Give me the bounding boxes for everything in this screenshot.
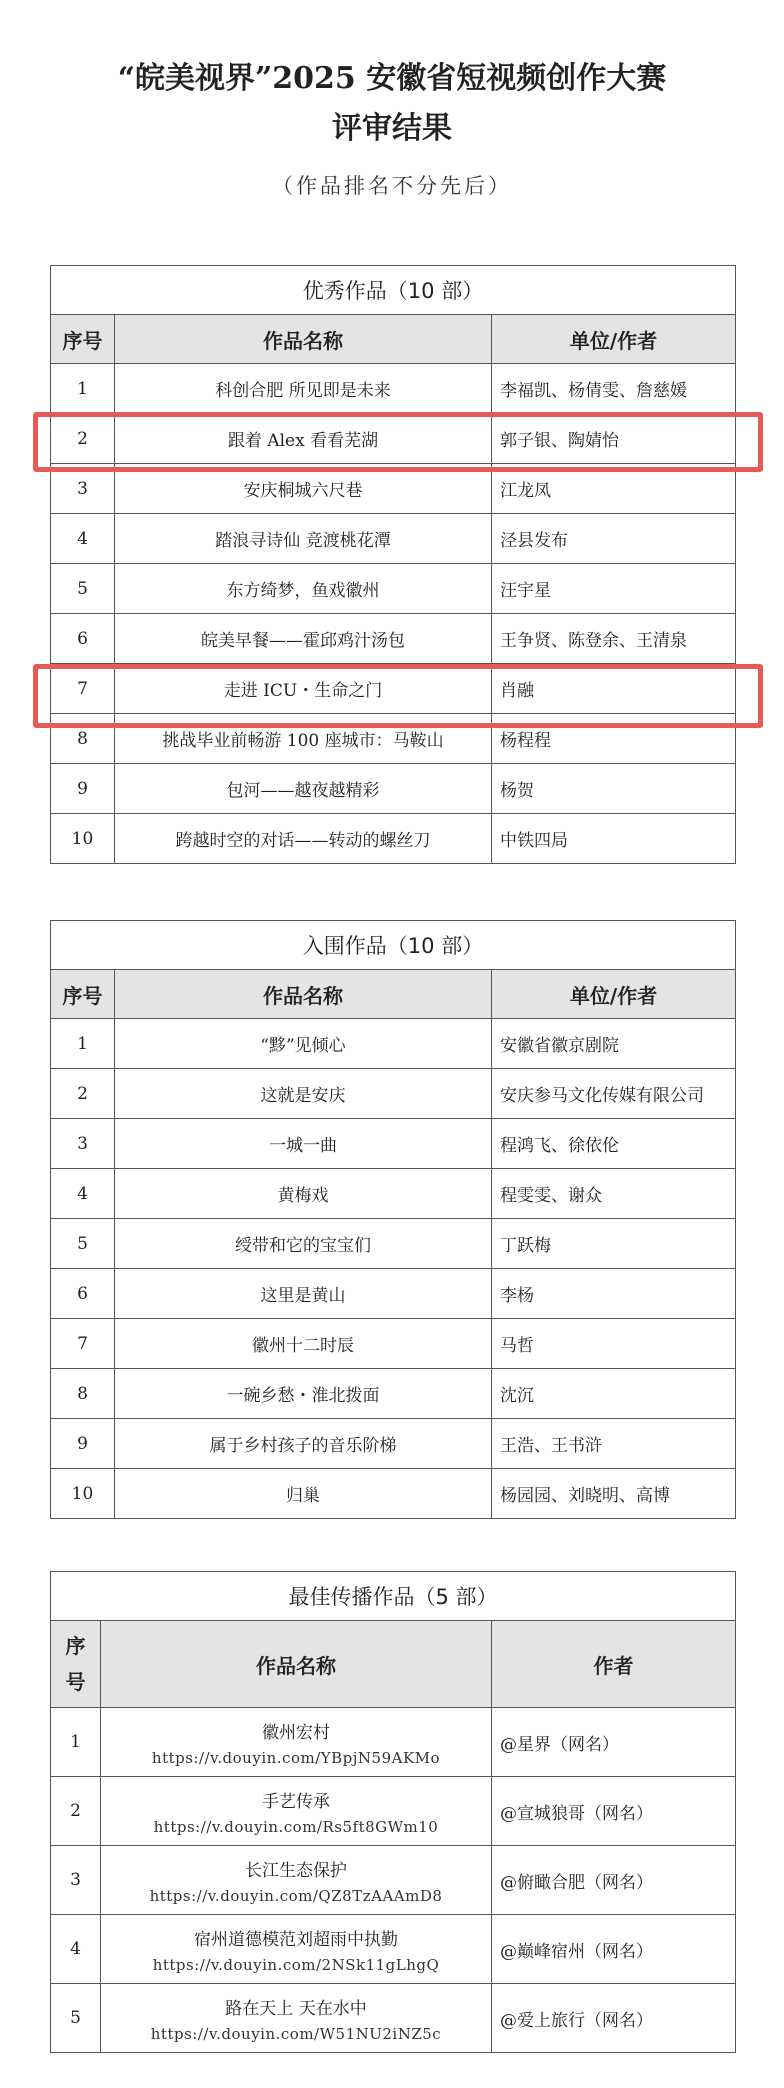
best-spread-works-table	[50, 1571, 736, 2053]
table-row	[51, 1019, 736, 1069]
work-cell	[101, 1708, 492, 1777]
row-index: 5	[51, 564, 115, 614]
work-title: 走进 ICU・生命之门	[115, 664, 492, 714]
work-author: @俯瞰合肥（网名）	[492, 1846, 736, 1915]
row-index: 3	[51, 1119, 115, 1169]
work-link: https://v.douyin.com/Rs5ft8GWm10	[153, 1817, 439, 1836]
row-index: 3	[51, 464, 115, 514]
work-cell	[101, 1915, 492, 1984]
page-title-line2: 评审结果	[332, 111, 452, 146]
work-author: 泾县发布	[492, 514, 736, 564]
table-row	[51, 514, 736, 564]
table-row	[51, 414, 736, 464]
row-index: 4	[51, 1169, 115, 1219]
row-index: 8	[51, 714, 115, 764]
table-row	[51, 664, 736, 714]
table-row	[51, 1269, 736, 1319]
work-author: 杨园园、刘晓明、高博	[492, 1469, 736, 1519]
work-title: 徽州宏村	[262, 1722, 330, 1743]
work-author: 郭子银、陶婧怡	[492, 414, 736, 464]
work-cell	[101, 1846, 492, 1915]
work-title: 科创合肥 所见即是未来	[115, 364, 492, 414]
row-index: 7	[51, 1319, 115, 1369]
work-author: @星界（网名）	[492, 1708, 736, 1777]
work-title: 包河——越夜越精彩	[115, 764, 492, 814]
table-body	[51, 1019, 736, 1519]
column-header-title: 作品名称	[101, 1621, 492, 1708]
row-index: 4	[51, 514, 115, 564]
row-index: 2	[51, 414, 115, 464]
work-author: 程雯雯、谢众	[492, 1169, 736, 1219]
work-cell	[101, 1777, 492, 1846]
column-header-title: 作品名称	[115, 315, 492, 364]
table-caption: 最佳传播作品（5 部）	[51, 1572, 736, 1621]
row-index: 9	[51, 764, 115, 814]
header-char: 序号	[65, 1634, 86, 1694]
table-row	[51, 1069, 736, 1119]
excellent-works-table	[50, 265, 736, 864]
table-row	[51, 564, 736, 614]
work-author: @巅峰宿州（网名）	[492, 1915, 736, 1984]
work-title: 这里是黄山	[115, 1269, 492, 1319]
row-index: 2	[51, 1777, 101, 1846]
table-row	[51, 714, 736, 764]
page-title: “皖美视界”2025 安徽省短视频创作大赛	[117, 61, 667, 96]
work-title: 归巢	[115, 1469, 492, 1519]
work-title: 跨越时空的对话——转动的螺丝刀	[115, 814, 492, 864]
work-author: 沈沉	[492, 1369, 736, 1419]
table-row	[51, 814, 736, 864]
work-title: 徽州十二时辰	[115, 1319, 492, 1369]
work-title: 挑战毕业前畅游 100 座城市：马鞍山	[115, 714, 492, 764]
work-author: 王争贤、陈登余、王清泉	[492, 614, 736, 664]
table-row	[51, 1708, 736, 1777]
work-author: 程鸿飞、徐依伦	[492, 1119, 736, 1169]
work-title: 跟着 Alex 看看芜湖	[115, 414, 492, 464]
work-title: 属于乡村孩子的音乐阶梯	[115, 1419, 492, 1469]
row-index: 1	[51, 364, 115, 414]
table-caption: 优秀作品（10 部）	[51, 266, 736, 315]
table-row	[51, 764, 736, 814]
work-author: @宣城狼哥（网名）	[492, 1777, 736, 1846]
work-title: “黟”见倾心	[115, 1019, 492, 1069]
work-title: 绶带和它的宝宝们	[115, 1219, 492, 1269]
work-link: https://v.douyin.com/2NSk11gLhgQ	[152, 1955, 440, 1974]
table-row	[51, 1419, 736, 1469]
table-row	[51, 1846, 736, 1915]
work-title: 东方绮梦，鱼戏徽州	[115, 564, 492, 614]
work-author: 安庆参马文化传媒有限公司	[492, 1069, 736, 1119]
row-index: 1	[51, 1708, 101, 1777]
work-title: 一城一曲	[115, 1119, 492, 1169]
work-author: @爱上旅行（网名）	[492, 1984, 736, 2053]
work-link: https://v.douyin.com/YBpjN59AKMo	[151, 1748, 441, 1767]
work-title: 这就是安庆	[115, 1069, 492, 1119]
work-author: 肖融	[492, 664, 736, 714]
work-link: https://v.douyin.com/QZ8TzAAAmD8	[149, 1886, 443, 1905]
work-title: 宿州道德模范刘超雨中执勤	[194, 1929, 398, 1950]
table-row	[51, 1984, 736, 2053]
work-author: 李福凯、杨倩雯、詹慈媛	[492, 364, 736, 414]
table-row	[51, 1469, 736, 1519]
table-row	[51, 1119, 736, 1169]
table-row	[51, 1777, 736, 1846]
work-title: 安庆桐城六尺巷	[115, 464, 492, 514]
row-index: 1	[51, 1019, 115, 1069]
row-index: 3	[51, 1846, 101, 1915]
work-title: 一碗乡愁・淮北拨面	[115, 1369, 492, 1419]
table-row	[51, 1169, 736, 1219]
column-header-index: 序号	[51, 970, 115, 1019]
work-author: 丁跃梅	[492, 1219, 736, 1269]
table-caption: 入围作品（10 部）	[51, 921, 736, 970]
page-subtitle: （作品排名不分先后）	[272, 174, 512, 198]
row-index: 9	[51, 1419, 115, 1469]
row-index: 7	[51, 664, 115, 714]
work-author: 汪宇星	[492, 564, 736, 614]
table-row	[51, 364, 736, 414]
row-index: 6	[51, 614, 115, 664]
row-index: 2	[51, 1069, 115, 1119]
work-title: 路在天上 天在水中	[225, 1998, 367, 2019]
work-cell	[101, 1984, 492, 2053]
work-link: https://v.douyin.com/W51NU2iNZ5c	[150, 2024, 442, 2043]
column-header-author: 单位/作者	[492, 970, 736, 1019]
work-author: 杨贺	[492, 764, 736, 814]
work-title: 皖美早餐——霍邱鸡汁汤包	[115, 614, 492, 664]
work-author: 江龙凤	[492, 464, 736, 514]
work-title: 踏浪寻诗仙 竞渡桃花潭	[115, 514, 492, 564]
work-author: 安徽省徽京剧院	[492, 1019, 736, 1069]
table-body	[51, 364, 736, 864]
table-body	[51, 1708, 736, 2053]
row-index: 10	[51, 1469, 115, 1519]
work-author: 李杨	[492, 1269, 736, 1319]
work-author: 王浩、王书浒	[492, 1419, 736, 1469]
table-row	[51, 614, 736, 664]
work-title: 长江生态保护	[245, 1860, 347, 1881]
column-header-index: 序号	[51, 315, 115, 364]
work-title: 手艺传承	[262, 1791, 330, 1812]
column-header-author: 单位/作者	[492, 315, 736, 364]
row-index: 5	[51, 1219, 115, 1269]
work-author: 中铁四局	[492, 814, 736, 864]
row-index: 5	[51, 1984, 101, 2053]
shortlisted-works-table	[50, 920, 736, 1519]
column-header-author: 作者	[492, 1621, 736, 1708]
table-row	[51, 1369, 736, 1419]
column-header-index	[51, 1621, 101, 1708]
table-row	[51, 464, 736, 514]
row-index: 6	[51, 1269, 115, 1319]
table-row	[51, 1915, 736, 1984]
table-row	[51, 1319, 736, 1369]
work-title: 黄梅戏	[115, 1169, 492, 1219]
row-index: 10	[51, 814, 115, 864]
row-index: 4	[51, 1915, 101, 1984]
table-row	[51, 1219, 736, 1269]
column-header-title: 作品名称	[115, 970, 492, 1019]
work-author: 马哲	[492, 1319, 736, 1369]
row-index: 8	[51, 1369, 115, 1419]
work-author: 杨程程	[492, 714, 736, 764]
